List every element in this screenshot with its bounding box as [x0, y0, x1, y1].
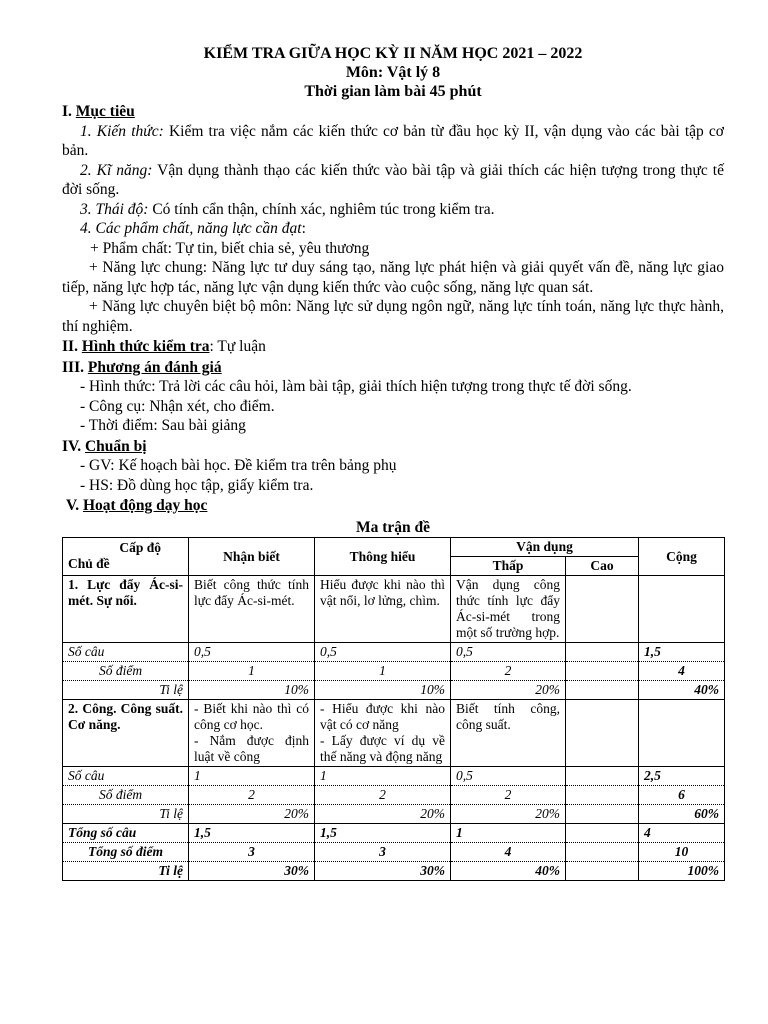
test-matrix-table: [62, 537, 725, 881]
topic-1-name: 1. Lực đẩy Ác-si-mét. Sự nổi.: [63, 576, 189, 643]
apply-low-header: Thấp: [451, 557, 566, 576]
row-label: Ti lệ: [63, 805, 189, 824]
cell-value: 20%: [451, 805, 566, 824]
row-label: Tổng số câu: [63, 824, 189, 843]
knowledge-paragraph: 1. Kiến thức: Kiểm tra việc nắm các kiến thức cơ bản từ đầu học kỳ II, vận dụng vào các bài tập cơ bản.: [62, 122, 725, 159]
cell-value: 2: [315, 786, 451, 805]
cell-value: 1,5: [189, 824, 315, 843]
doc-duration: Thời gian làm bài 45 phút: [304, 83, 482, 100]
prep-student: - HS: Đồ dùng học tập, giấy kiểm tra.: [80, 476, 314, 494]
cell-empty: [566, 824, 639, 843]
cell-value: 20%: [189, 805, 315, 824]
cell-value: 10%: [189, 681, 315, 700]
row-label: Số câu: [63, 767, 189, 786]
topic-2-apply-low: Biết tính công, công suất.: [451, 700, 566, 767]
cell-empty: [566, 662, 639, 681]
attitude-paragraph: 3. Thái độ: Có tính cẩn thận, chính xác, nghiêm túc trong kiểm tra.: [80, 200, 495, 218]
recognize-item: - Nắm được định luật về công: [194, 733, 309, 764]
doc-subject: Môn: Vật lý 8: [345, 64, 441, 81]
topic-2-points-row: [63, 786, 725, 805]
sum-points-row: [63, 843, 725, 862]
topic-2-total: [639, 700, 725, 767]
sum-questions-row: [63, 824, 725, 843]
topic-1-total: [639, 576, 725, 643]
cell-total: 60%: [639, 805, 725, 824]
topic-2-questions-row: [63, 767, 725, 786]
row-label: Ti lệ: [63, 681, 189, 700]
row-label: Số điểm: [63, 786, 189, 805]
cell-value: 30%: [189, 862, 315, 881]
cell-value: 0,5: [315, 643, 451, 662]
topic-1-questions-row: [63, 643, 725, 662]
cell-value: 10%: [315, 681, 451, 700]
cell-empty: [566, 862, 639, 881]
cell-value: 30%: [315, 862, 451, 881]
level-topic-header: Cấp độ Chủ đề: [63, 538, 189, 576]
row-label: Số câu: [63, 643, 189, 662]
row-label: Số điểm: [63, 662, 189, 681]
competency-specific: + Năng lực chuyên biệt bộ môn: Năng lực sử dụng ngôn ngữ, năng lực tính toán, năng lực thực hành, thí nghiệm.: [62, 298, 724, 335]
document-page: [62, 44, 724, 881]
cell-value: 40%: [451, 862, 566, 881]
prep-teacher: - GV: Kế hoạch bài học. Đề kiểm tra trên bảng phụ: [80, 457, 397, 474]
cell-value: 0,5: [451, 767, 566, 786]
cell-value: 1: [315, 767, 451, 786]
row-label: Ti lệ: [63, 862, 189, 881]
cell-value: 1: [451, 824, 566, 843]
cell-empty: [566, 843, 639, 862]
cell-total: 100%: [639, 862, 725, 881]
cell-value: 1: [189, 662, 315, 681]
topic-2-name: 2. Công. Công suất. Cơ năng.: [63, 700, 189, 767]
cell-total: 4: [639, 824, 725, 843]
topic-1-understand: Hiểu được khi nào thì vật nổi, lơ lửng, chìm.: [315, 576, 451, 643]
cell-value: 1: [189, 767, 315, 786]
doc-title: KIỂM TRA GIỮA HỌC KỲ II NĂM HỌC 2021 – 2022: [203, 45, 583, 62]
cell-total: 40%: [639, 681, 725, 700]
cell-empty: [566, 786, 639, 805]
section-3-heading: III. Phương án đánh giá: [62, 358, 222, 376]
cell-value: 2: [451, 662, 566, 681]
section-4-heading: IV. Chuẩn bị: [62, 437, 147, 455]
topic-1-ratio-row: [63, 681, 725, 700]
cell-empty: [566, 643, 639, 662]
topic-1-apply-high: [566, 576, 639, 643]
topic-1-recognize: Biết công thức tính lực đẩy Ác-si-mét.: [189, 576, 315, 643]
competency-heading: 4. Các phẩm chất, năng lực cần đạt:: [80, 220, 306, 237]
apply-header: Vận dụng: [451, 538, 639, 557]
cell-total: 1,5: [639, 643, 725, 662]
understand-item: - Hiểu được khi nào vật có cơ năng: [320, 701, 445, 732]
apply-high-header: Cao: [566, 557, 639, 576]
understand-header: Thông hiểu: [315, 538, 451, 576]
assessment-time: - Thời điểm: Sau bài giảng: [80, 417, 246, 434]
topic-2-understand: [315, 700, 451, 767]
sum-ratio-row: [63, 862, 725, 881]
section-1-heading: I. Mục tiêu: [62, 103, 135, 120]
cell-value: 20%: [315, 805, 451, 824]
topic-1-points-row: [63, 662, 725, 681]
cell-empty: [566, 681, 639, 700]
assessment-tool: - Công cụ: Nhận xét, cho điểm.: [80, 397, 275, 415]
cell-value: 3: [189, 843, 315, 862]
topic-2-row: [63, 700, 725, 767]
recognize-item: - Biết khi nào thì có công cơ học.: [194, 701, 309, 732]
competency-quality: + Phẩm chất: Tự tin, biết chia sẻ, yêu thương: [90, 239, 370, 257]
cell-value: 20%: [451, 681, 566, 700]
topic-2-apply-high: [566, 700, 639, 767]
cell-total: 2,5: [639, 767, 725, 786]
topic-1-row: [63, 576, 725, 643]
matrix-header-row: [63, 538, 725, 557]
topic-2-ratio-row: [63, 805, 725, 824]
matrix-title: Ma trận đề: [355, 518, 431, 536]
cell-value: 1,5: [315, 824, 451, 843]
assessment-form: - Hình thức: Trả lời các câu hỏi, làm bài tập, giải thích hiện tượng trong thực tế đời sống.: [80, 378, 632, 395]
understand-item: - Lấy được ví dụ về thế năng và động năng: [320, 733, 445, 764]
cell-empty: [566, 767, 639, 786]
cell-value: 2: [189, 786, 315, 805]
section-2-heading: II. Hình thức kiểm tra: Tự luận: [62, 338, 266, 355]
cell-total: 10: [639, 843, 725, 862]
cell-value: 2: [451, 786, 566, 805]
cell-value: 0,5: [451, 643, 566, 662]
cell-empty: [566, 805, 639, 824]
row-label: Tổng số điểm: [63, 843, 189, 862]
cell-value: 3: [315, 843, 451, 862]
section-5-heading: V. Hoạt động dạy học: [66, 497, 208, 514]
cell-total: 4: [639, 662, 725, 681]
skill-paragraph: 2. Kĩ năng: Vận dụng thành thạo các kiến thức vào bài tập và giải thích các hiện tượng trong thực tế đời sống.: [62, 161, 724, 198]
cell-value: 4: [451, 843, 566, 862]
cell-value: 0,5: [189, 643, 315, 662]
total-header: Cộng: [639, 538, 725, 576]
competency-general: + Năng lực chung: Năng lực tư duy sáng tạo, năng lực phát hiện và giải quyết vấn đề, năng lực giao tiếp, năng lực hợp tác, năng lực vận dụng kiến thức vào cuộc sống, năng lực quan sát.: [62, 259, 724, 296]
cell-total: 6: [639, 786, 725, 805]
topic-1-apply-low: Vận dụng công thức tính lực đẩy Ác-si-mét trong một số trường hợp.: [451, 576, 566, 643]
cell-value: 1: [315, 662, 451, 681]
recognize-header: Nhận biết: [189, 538, 315, 576]
topic-2-recognize: [189, 700, 315, 767]
